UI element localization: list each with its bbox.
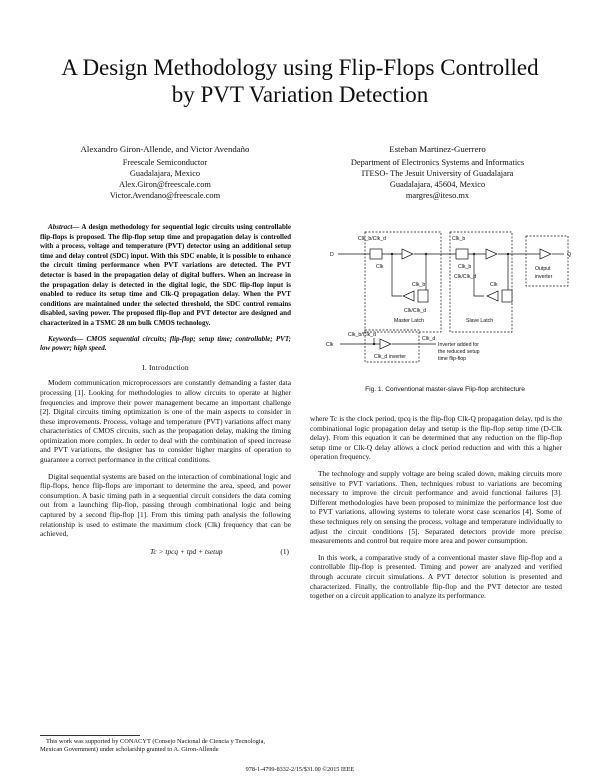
author-names-left: Alexandro Giron-Allende, and Victor Avendaño <box>80 144 250 154</box>
label-clk: Clk <box>326 342 334 348</box>
title-line-1: A Design Methodology using Flip-Flops Controlled <box>61 55 539 80</box>
inverter-fb-1 <box>403 291 414 301</box>
abstract-label: Abstract <box>48 223 73 231</box>
transmission-gate-2 <box>456 249 468 259</box>
label-clk-d-inverter: Clk_d inverter <box>374 354 407 360</box>
author-city-right: Guadalajara, 45604, Mexico <box>389 180 486 189</box>
abstract-text: — A design methodology for sequential logic circuits using controllable flip-flops is proposed. The flip-flop setup time and propagation delay is controlled with a process, voltage and temperature (PVT) detector using an additional setup time and delay control (SDC) input. With this SDC enable, it is possible to enhance the circuit timing performance when PVT variations are detected. The PVT detector is based in the propagation delay of digital buffers. When an increase in the propagation delay is detected in the digital logic, the SDC flip-flop input is enabled to reduce its setup time and Clk-Q propagation delay. When the PVT conditions are maintained under the selected threshold, the SDC control remains disabled, saving power. The proposed flip-flop and PVT detector are designed and characterized in a TSMC 28 nm bulk CMOS technology. <box>40 223 291 327</box>
label-output-inverter-1: Output <box>535 266 551 272</box>
author-org-left: Freescale Semiconductor <box>122 158 208 167</box>
label-clk-d: Clk_d <box>422 336 436 342</box>
label-q: Q <box>567 252 572 258</box>
label-clk-b-2: Clk_b <box>412 282 426 288</box>
equation-text: Tc > tpcq + tpd + tsetup <box>150 546 223 556</box>
right-paragraph-3: In this work, a comparative study of a conventional master slave flip-flop and a controllable flip-flop is presented. Timing and power are analyzed and verified through accurate circuit simulations. A PVT detector solution is presented and characterized. Finally, the controllable flip-flop and the PVT detector are tested together on a circuit application to analyze its performance. <box>310 552 562 601</box>
intro-paragraph-2: Digital sequential systems are based on the interaction of combinational logic and flip-flops, hence flip-flops are important to determine the area, speed, and power consumption. A basic timing path in a sequential circuit considers the data coming out from a launching flip-flop, passing through combinational logic and being captured by a second flip-flop [1]. From this timing path analysis the following relationship is used to estimate the maximum clock (Clk) frequency that can be achieved, <box>40 471 291 539</box>
left-column <box>40 223 291 566</box>
keywords <box>40 335 291 354</box>
label-d: D <box>330 252 334 258</box>
keywords-text: CMOS sequential circuits; flip-flop; setup time; controllable; PVT; low power; high speed. <box>40 334 291 353</box>
section-heading-introduction: I. Introduction <box>142 362 189 372</box>
inverter-out <box>540 249 551 259</box>
authors-left <box>40 144 290 201</box>
paper-title <box>40 54 560 108</box>
inverter-fb-2 <box>487 291 498 301</box>
right-paragraph-1: where Tc is the clock period, tpcq is the flip-flop Clk-Q propagation delay, tpd is the combinational logic propagation delay and tsetup is the flip-flop setup time (D-Clk delay). From this equation it can be determined that any reduction on the flip-flop setup time or Clk-Q delay allows a clock period reduction and with this a higher operation frequency. <box>310 414 562 462</box>
transmission-gate-4 <box>502 290 512 302</box>
isbn-line: 978-1-4799-8332-2/15/$31.00 ©2015 IEEE <box>245 766 355 773</box>
author-email-1: Alex.Giron@freescale.com <box>119 180 211 189</box>
label-clk-b-1: Clk_b <box>458 264 472 270</box>
flip-flop-schematic <box>318 218 574 386</box>
master-latch-box <box>365 232 441 332</box>
inverter-1 <box>402 249 413 259</box>
right-column <box>310 414 562 608</box>
label-clk-b-top: Clk_b <box>452 236 466 242</box>
author-email-right: margres@iteso.mx <box>405 191 470 200</box>
label-clk-b-clk-d-top: Clk_b/Clk_d <box>358 236 386 242</box>
inverter-2 <box>486 249 497 259</box>
equation-1 <box>40 546 291 560</box>
figure-note-3: time flip-flop <box>438 356 466 362</box>
inverter-clk <box>380 339 391 349</box>
author-dept-right: Department of Electronics Systems and Informatics <box>350 158 525 167</box>
author-org-right: ITESO- The Jesuit University of Guadalajara <box>361 169 514 178</box>
label-slave-latch: Slave Latch <box>466 318 494 324</box>
label-clk-b-clk-d-mid: Clk_b/Clk_d <box>348 332 376 338</box>
label-master-latch: Master Latch <box>394 318 424 324</box>
figure-note-1: Inverter added for <box>438 342 479 348</box>
label-output-inverter-2: inverter <box>535 274 553 280</box>
footnote: This work was supported by CONACYT (Consejo Nacional de Ciencia y Tecnologia, Mexican Government) under scholarship granted to A. Giron-Allende <box>40 738 266 753</box>
title-line-2: by PVT Variation Detection <box>171 82 429 107</box>
right-paragraph-2: The technology and supply voltage are being scaled down, making circuits more sensitive to PVT variations. Then, techniques robust to variations are becoming necessary to improve the circuit performance and avoid functional failures [3]. Different methodologies have been proposed to minimize the performance lost due to PVT variations, allowing systems to tolerate worst case scenarios [4]. Some of these techniques rely on sensing the process, voltage and temperature individually to adjust the circuit conditions [5]. Separated detectors provide more precise measurements and control but require more area and power consumption. <box>310 468 562 546</box>
transmission-gate-3 <box>418 290 428 302</box>
author-email-2: Victor.Avendano@freescale.com <box>109 191 221 200</box>
transmission-gate-1 <box>370 249 382 259</box>
label-clk-d-clk-b-slave: Clk/Clk_d <box>454 274 477 280</box>
label-clk-1: Clk <box>376 264 384 270</box>
equation-number: (1) <box>280 546 289 556</box>
author-city-left: Guadalajara, Mexico <box>129 169 201 178</box>
authors-right <box>310 144 565 201</box>
figure-note-2: the reduced setup <box>438 349 480 355</box>
intro-paragraph-1: Modern communication microprocessors are constantly demanding a faster data processing [1]. Looking for methodologies to allow circuits to operate at higher frequencies and improve their power management became an important challenge [2]. Digital circuits timing optimization is one of the main aspects to consider in these improvements. Process, voltage and temperature (PVT) variations affect many characteristics of CMOS circuits, such as the propagation delay, making the timing optimization more complex. In order to deal with the combination of speed increase and PVT variations, the designer has to consider higher margins of operation to guarantee a correct performance in the critical conditions. <box>40 378 291 465</box>
label-clk-slave: Clk <box>490 282 498 288</box>
footnote-rule <box>40 735 140 736</box>
author-names-right: Esteban Martinez-Guerrero <box>389 144 486 154</box>
slave-latch-box <box>450 232 512 332</box>
abstract <box>40 223 291 329</box>
keywords-label: Keywords— <box>48 334 84 343</box>
figure-caption: Fig. 1. Conventional master-slave Flip-flop architecture <box>365 386 525 393</box>
label-clk-d-clk-b-bot: Clk/Clk_d <box>404 308 427 314</box>
